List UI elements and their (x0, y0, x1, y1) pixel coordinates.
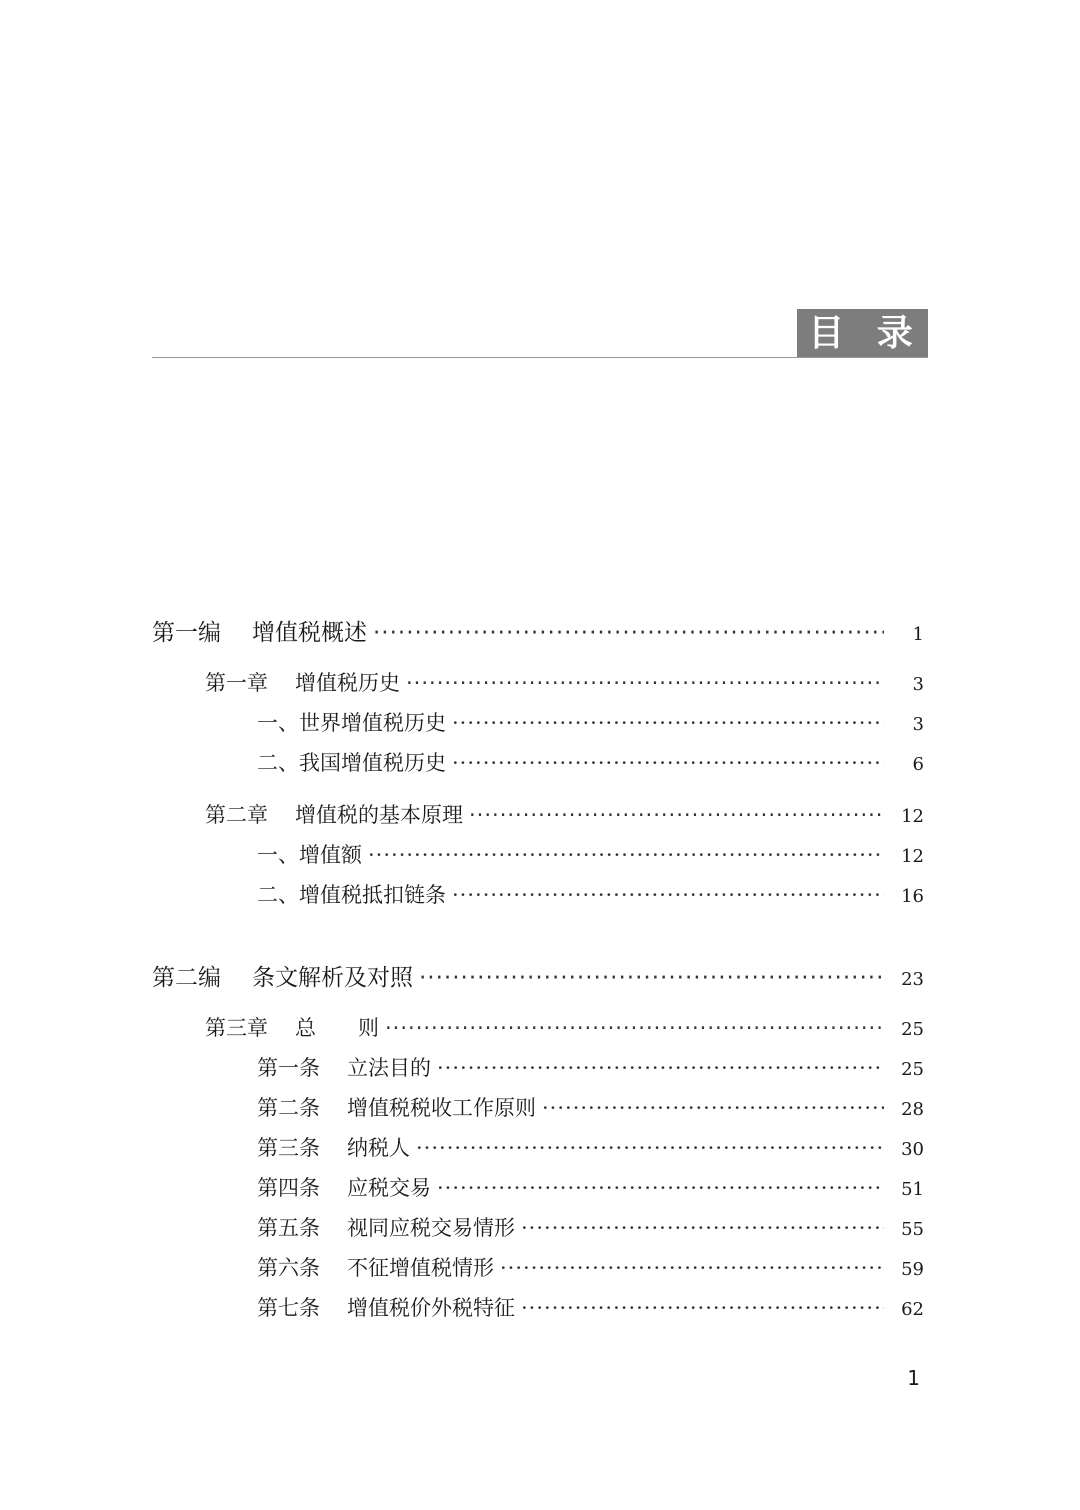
entry-number: 第一条 (257, 1056, 320, 1080)
entry-page: 55 (901, 1219, 924, 1240)
entry-number: 第五条 (257, 1216, 320, 1240)
toc-entry-article[interactable] (257, 1092, 924, 1122)
entry-page: 30 (901, 1139, 924, 1160)
entry-page: 25 (901, 1019, 924, 1040)
entry-title: 不征增值税情形 (347, 1256, 494, 1280)
entry-title: 增值税税收工作原则 (347, 1096, 536, 1120)
toc-entry-section[interactable] (257, 747, 924, 777)
entry-number: 第四条 (257, 1176, 320, 1200)
toc-title: 目 录 (797, 309, 928, 358)
entry-page: 23 (901, 969, 924, 990)
toc-entry-chapter-1[interactable] (205, 667, 924, 697)
entry-title: 一、世界增值税历史 (257, 711, 446, 735)
leader-dots (437, 1056, 884, 1080)
toc-entry-article[interactable] (257, 1252, 924, 1282)
entry-title: 纳税人 (347, 1136, 410, 1160)
entry-title: 应税交易 (347, 1176, 431, 1200)
leader-dots (452, 883, 884, 907)
toc-entry-section[interactable] (257, 839, 924, 869)
leader-dots (521, 1216, 884, 1240)
toc-entry-article[interactable] (257, 1292, 924, 1322)
entry-title: 二、增值税抵扣链条 (257, 883, 446, 907)
leader-dots (452, 711, 884, 735)
entry-number: 第一章 (205, 671, 268, 695)
entry-page: 59 (901, 1259, 924, 1280)
leader-dots (419, 965, 884, 991)
entry-number: 第六条 (257, 1256, 320, 1280)
entry-number: 第二章 (205, 803, 268, 827)
entry-title: 一、增值额 (257, 843, 362, 867)
entry-number: 第二编 (152, 965, 221, 991)
leader-dots (542, 1096, 884, 1120)
toc-entry-part-2[interactable] (152, 959, 924, 992)
entry-page: 3 (912, 674, 924, 695)
entry-title: 视同应税交易情形 (347, 1216, 515, 1240)
entry-page: 25 (901, 1059, 924, 1080)
entry-page: 3 (912, 714, 924, 735)
entry-title: 增值税概述 (252, 620, 367, 646)
entry-number: 第一编 (152, 620, 221, 646)
entry-number: 第七条 (257, 1296, 320, 1320)
leader-dots (452, 751, 884, 775)
toc-entry-chapter-3[interactable] (205, 1012, 924, 1042)
leader-dots (469, 803, 884, 827)
entry-page: 12 (901, 806, 924, 827)
entry-title: 条文解析及对照 (252, 965, 413, 991)
leader-dots (500, 1256, 884, 1280)
entry-title: 二、我国增值税历史 (257, 751, 446, 775)
leader-dots (416, 1136, 884, 1160)
leader-dots (437, 1176, 884, 1200)
entry-page: 1 (912, 624, 924, 645)
footer-page-number: 1 (907, 1366, 920, 1390)
toc-entry-part-1[interactable] (152, 614, 924, 647)
toc-entry-chapter-2[interactable] (205, 799, 924, 829)
entry-page: 62 (901, 1299, 924, 1320)
entry-title: 增值税的基本原理 (295, 803, 463, 827)
entry-page: 16 (901, 886, 924, 907)
entry-page: 51 (901, 1179, 924, 1200)
leader-dots (368, 843, 884, 867)
toc-entry-article[interactable] (257, 1052, 924, 1082)
entry-title: 总 则 (295, 1016, 379, 1040)
entry-title: 增值税历史 (295, 671, 400, 695)
leader-dots (406, 671, 884, 695)
toc-entry-section[interactable] (257, 879, 924, 909)
toc-entry-section[interactable] (257, 707, 924, 737)
leader-dots (373, 620, 884, 646)
entry-number: 第二条 (257, 1096, 320, 1120)
toc-entry-article[interactable] (257, 1212, 924, 1242)
entry-page: 28 (901, 1099, 924, 1120)
entry-number: 第三章 (205, 1016, 268, 1040)
entry-page: 12 (901, 846, 924, 867)
leader-dots (385, 1016, 884, 1040)
toc-entry-article[interactable] (257, 1132, 924, 1162)
entry-title: 立法目的 (347, 1056, 431, 1080)
entry-number: 第三条 (257, 1136, 320, 1160)
leader-dots (521, 1296, 884, 1320)
entry-title: 增值税价外税特征 (347, 1296, 515, 1320)
toc-entry-article[interactable] (257, 1172, 924, 1202)
entry-page: 6 (912, 754, 924, 775)
